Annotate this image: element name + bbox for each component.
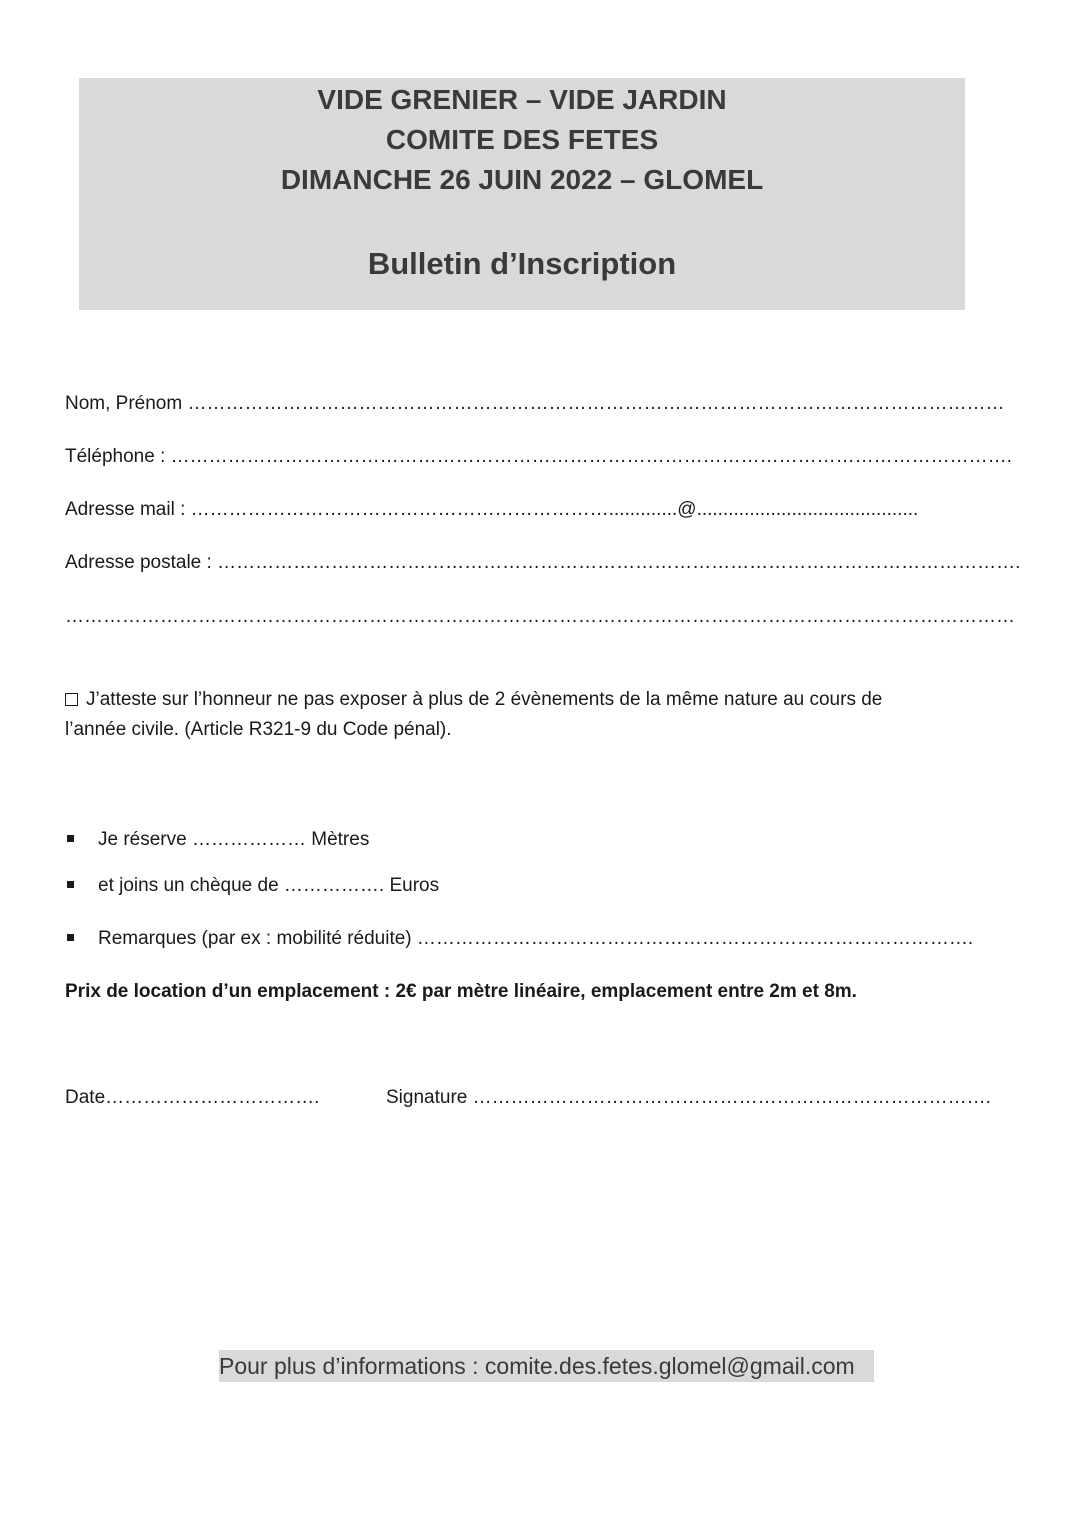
- cheque-amount-line[interactable]: et joins un chèque de ……………. Euros: [98, 875, 440, 896]
- attestation-text-1: J’atteste sur l’honneur ne pas exposer à plus de 2 évènements de la même nature au cours de: [86, 689, 883, 710]
- bullet-icon: [67, 881, 74, 888]
- remarks-line[interactable]: Remarques (par ex : mobilité réduite) …………………………………………………………………………….: [98, 928, 974, 949]
- reserve-meters-line[interactable]: Je réserve ……………… Mètres: [98, 829, 370, 850]
- bullet-icon: [67, 835, 74, 842]
- attestation-line-1: [65, 688, 882, 712]
- contact-footer: Pour plus d’informations : comite.des.fetes.glomel@gmail.com: [219, 1350, 874, 1382]
- header-box: [79, 78, 965, 310]
- price-info: Prix de location d’un emplacement : 2€ par mètre linéaire, emplacement entre 2m et 8m.: [65, 981, 857, 1002]
- date-field-line[interactable]: Date…………………………….: [65, 1087, 320, 1108]
- bullet-icon: [67, 934, 74, 941]
- signature-field-line[interactable]: Signature ……………………………………………………………………….: [386, 1087, 991, 1108]
- event-date-location: DIMANCHE 26 JUIN 2022 – GLOMEL: [280, 164, 764, 195]
- event-title: VIDE GRENIER – VIDE JARDIN: [317, 84, 727, 115]
- address-continued-line[interactable]: ……………………………………………………………………………………………………………………………………: [65, 606, 1015, 627]
- attestation-checkbox[interactable]: [65, 693, 78, 706]
- name-field-line[interactable]: Nom, Prénom …………………………………………………………………………………………………………………: [65, 393, 1005, 414]
- attestation-line-2: l’année civile. (Article R321-9 du Code pénal).: [65, 719, 452, 740]
- form-title: Bulletin d’Inscription: [367, 246, 677, 281]
- organizer: COMITE DES FETES: [385, 124, 659, 155]
- address-field-line[interactable]: Adresse postale : ……………………………………………………………………………………………………………….: [65, 552, 1021, 573]
- phone-field-line[interactable]: Téléphone : …………………………………………………………………………………………………………………….: [65, 446, 1012, 467]
- email-field-line[interactable]: Adresse mail : ………………………………………………………….............@..........................................: [65, 499, 919, 520]
